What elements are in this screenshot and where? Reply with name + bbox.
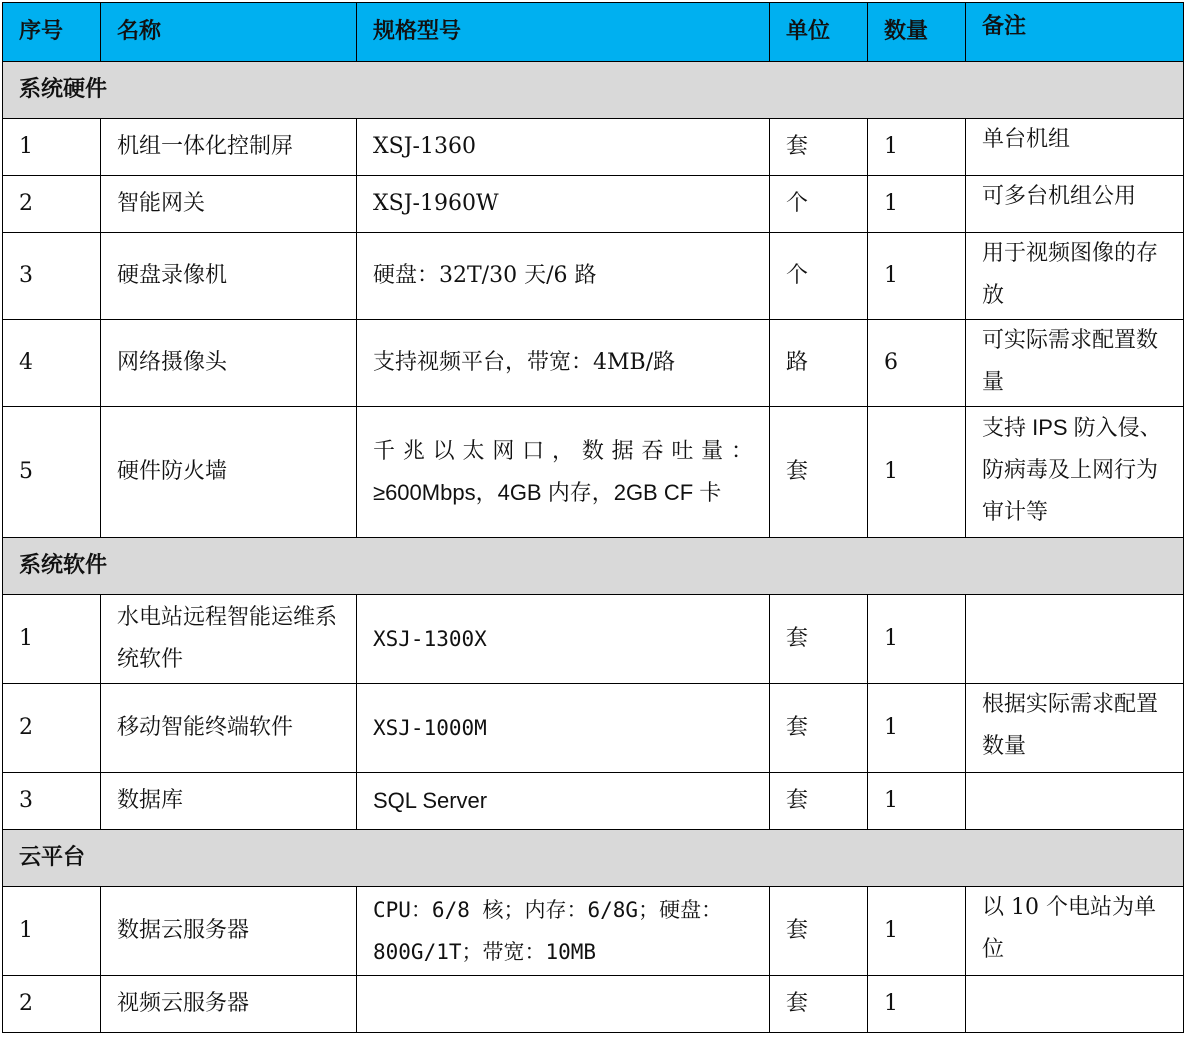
cell-unit: 套 [770,976,868,1033]
cell-qty: 1 [868,887,966,976]
table-row [3,407,1184,538]
cell-no: 1 [3,119,101,176]
cell-unit: 路 [770,320,868,407]
cell-name: 数据云服务器 [101,887,357,976]
cell-name: 硬盘录像机 [101,233,357,320]
cell-note [966,773,1184,830]
cell-qty: 1 [868,684,966,773]
header-no: 序号 [3,3,101,62]
equipment-table [2,2,1184,1033]
cell-unit: 套 [770,887,868,976]
section-row-hardware [3,62,1184,119]
cell-qty: 1 [868,976,966,1033]
section-title: 系统软件 [3,538,1184,595]
cell-note: 单台机组 [966,119,1184,176]
cell-qty: 1 [868,119,966,176]
cell-no: 2 [3,976,101,1033]
section-title: 云平台 [3,830,1184,887]
cell-unit: 套 [770,407,868,538]
cell-spec: 千兆以太网口，数据吞吐量：≥600Mbps，4GB 内存，2GB CF 卡 [357,407,770,538]
cell-spec: 支持视频平台，带宽：4MB/路 [357,320,770,407]
header-spec: 规格型号 [357,3,770,62]
cell-spec: XSJ-1300X [357,595,770,684]
table-header-row [3,3,1184,62]
cell-unit: 套 [770,684,868,773]
table-row [3,176,1184,233]
table-row [3,233,1184,320]
cell-no: 1 [3,595,101,684]
header-unit: 单位 [770,3,868,62]
cell-unit: 套 [770,595,868,684]
cell-spec: SQL Server [357,773,770,830]
cell-no: 4 [3,320,101,407]
cell-name: 智能网关 [101,176,357,233]
cell-no: 3 [3,773,101,830]
cell-spec: CPU：6/8 核；内存：6/8G；硬盘：800G/1T；带宽：10MB [357,887,770,976]
cell-spec: XSJ-1000M [357,684,770,773]
table-row [3,773,1184,830]
table-row [3,320,1184,407]
cell-spec: XSJ-1360 [357,119,770,176]
cell-qty: 1 [868,176,966,233]
cell-no: 2 [3,684,101,773]
cell-qty: 1 [868,773,966,830]
cell-name: 硬件防火墙 [101,407,357,538]
table-row [3,595,1184,684]
cell-note: 以 10 个电站为单位 [966,887,1184,976]
cell-no: 1 [3,887,101,976]
table-row [3,887,1184,976]
cell-no: 3 [3,233,101,320]
cell-qty: 6 [868,320,966,407]
cell-unit: 个 [770,233,868,320]
cell-unit: 套 [770,773,868,830]
cell-note [966,595,1184,684]
cell-note [966,976,1184,1033]
table-row [3,119,1184,176]
section-row-software [3,538,1184,595]
table-row [3,684,1184,773]
cell-name: 数据库 [101,773,357,830]
cell-name: 网络摄像头 [101,320,357,407]
cell-name: 视频云服务器 [101,976,357,1033]
cell-note: 支持 IPS 防入侵、防病毒及上网行为审计等 [966,407,1184,538]
cell-note: 可实际需求配置数量 [966,320,1184,407]
cell-unit: 套 [770,119,868,176]
header-name: 名称 [101,3,357,62]
cell-qty: 1 [868,595,966,684]
header-note: 备注 [966,3,1184,62]
section-title: 系统硬件 [3,62,1184,119]
cell-note: 用于视频图像的存放 [966,233,1184,320]
cell-qty: 1 [868,233,966,320]
header-qty: 数量 [868,3,966,62]
cell-spec [357,976,770,1033]
cell-unit: 个 [770,176,868,233]
cell-note: 可多台机组公用 [966,176,1184,233]
table-row [3,976,1184,1033]
cell-spec: 硬盘：32T/30 天/6 路 [357,233,770,320]
cell-spec: XSJ-1960W [357,176,770,233]
cell-name: 水电站远程智能运维系统软件 [101,595,357,684]
cell-name: 移动智能终端软件 [101,684,357,773]
cell-no: 5 [3,407,101,538]
cell-no: 2 [3,176,101,233]
section-row-cloud [3,830,1184,887]
cell-name: 机组一体化控制屏 [101,119,357,176]
cell-qty: 1 [868,407,966,538]
cell-note: 根据实际需求配置数量 [966,684,1184,773]
